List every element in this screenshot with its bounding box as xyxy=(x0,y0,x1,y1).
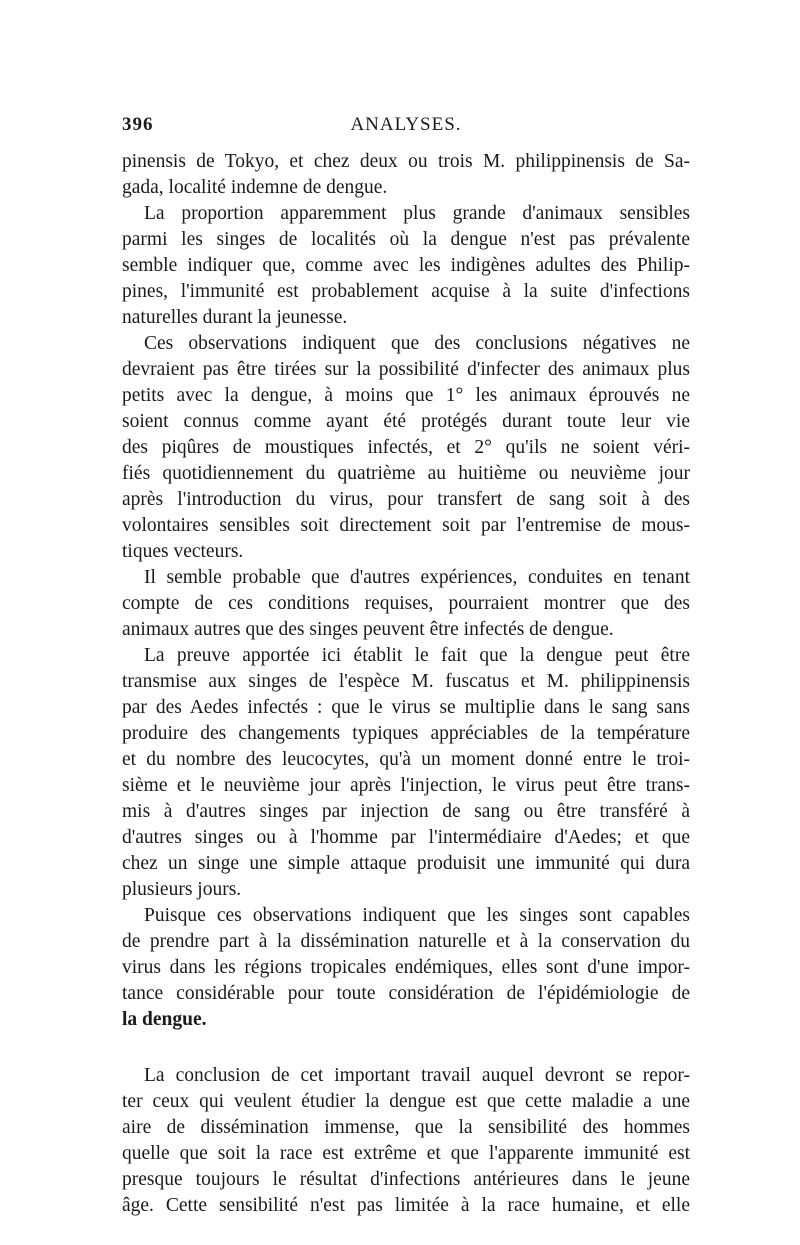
text-line: après l'introduction du virus, pour transfert de sang soit à des xyxy=(122,489,690,510)
text-line: ter ceux qui veulent étudier la dengue est que cette maladie a une xyxy=(122,1091,690,1112)
text-line: tiques vecteurs. xyxy=(122,541,244,562)
text-line: parmi les singes de localités où la dengue n'est pas prévalente xyxy=(122,229,690,250)
text-line: compte de ces conditions requises, pourraient montrer que des xyxy=(122,593,690,614)
text-line: virus dans les régions tropicales endémiques, elles sont d'une impor- xyxy=(122,957,690,978)
text-line: transmise aux singes de l'espèce M. fuscatus et M. philippinensis xyxy=(122,671,690,692)
text-line: chez un singe une simple attaque produisit une immunité qui dura xyxy=(122,853,690,874)
text-line: d'autres singes ou à l'homme par l'intermédiaire d'Aedes; et que xyxy=(122,827,690,848)
text-line: naturelles durant la jeunesse. xyxy=(122,307,348,328)
text-line: La conclusion de cet important travail auquel devront se repor- xyxy=(144,1065,690,1086)
text-line: fiés quotidiennement du quatrième au huitième ou neuvième jour xyxy=(122,463,690,484)
text-line: petits avec la dengue, à moins que 1° les animaux éprouvés ne xyxy=(122,385,690,406)
text-line: presque toujours le résultat d'infections antérieures dans le jeune xyxy=(122,1169,690,1190)
text-line: Puisque ces observations indiquent que les singes sont capables xyxy=(144,905,690,926)
text-line: La preuve apportée ici établit le fait que la dengue peut être xyxy=(144,645,690,666)
text-line: volontaires sensibles soit directement soit par l'entremise de mous- xyxy=(122,515,690,536)
text-line: et du nombre des leucocytes, qu'à un moment donné entre le troi- xyxy=(122,749,690,770)
text-line: La proportion apparemment plus grande d'animaux sensibles xyxy=(144,203,690,224)
text-line: pines, l'immunité est probablement acquise à la suite d'infections xyxy=(122,281,690,302)
text-line: Ces observations indiquent que des conclusions négatives ne xyxy=(144,333,690,354)
text-line: la dengue. xyxy=(122,1009,207,1030)
text-line: soient connus comme ayant été protégés durant toute leur vie xyxy=(122,411,690,432)
text-line: produire des changements typiques appréciables de la température xyxy=(122,723,690,744)
page-number: 396 xyxy=(122,114,154,135)
text-line: mis à d'autres singes par injection de sang ou être transféré à xyxy=(122,801,690,822)
text-line: quelle que soit la race est extrême et que l'apparente immunité est xyxy=(122,1143,690,1164)
text-line: pinensis de Tokyo, et chez deux ou trois M. philippinensis de Sa- xyxy=(122,151,690,172)
text-line: aire de dissémination immense, que la sensibilité des hommes xyxy=(122,1117,690,1138)
text-line: devraient pas être tirées sur la possibilité d'infecter des animaux plus xyxy=(122,359,690,380)
text-line: gada, localité indemne de dengue. xyxy=(122,177,388,198)
text-line: par des Aedes infectés : que le virus se multiplie dans le sang sans xyxy=(122,697,690,718)
text-line: des piqûres de moustiques infectés, et 2° qu'ils ne soient véri- xyxy=(122,437,690,458)
text-line: plusieurs jours. xyxy=(122,879,242,900)
running-title: ANALYSES. xyxy=(350,114,462,135)
text-line: âge. Cette sensibilité n'est pas limitée à la race humaine, et elle xyxy=(122,1195,690,1216)
page-header xyxy=(122,114,690,144)
text-line: semble indiquer que, comme avec les indigènes adultes des Philip- xyxy=(122,255,690,276)
text-line: Il semble probable que d'autres expériences, conduites en tenant xyxy=(144,567,690,588)
text-line: sième et le neuvième jour après l'injection, le virus peut être trans- xyxy=(122,775,690,796)
text-line: tance considérable pour toute considération de l'épidémiologie de xyxy=(122,983,690,1004)
text-line: de prendre part à la dissémination naturelle et à la conservation du xyxy=(122,931,690,952)
text-line: animaux autres que des singes peuvent être infectés de dengue. xyxy=(122,619,614,640)
